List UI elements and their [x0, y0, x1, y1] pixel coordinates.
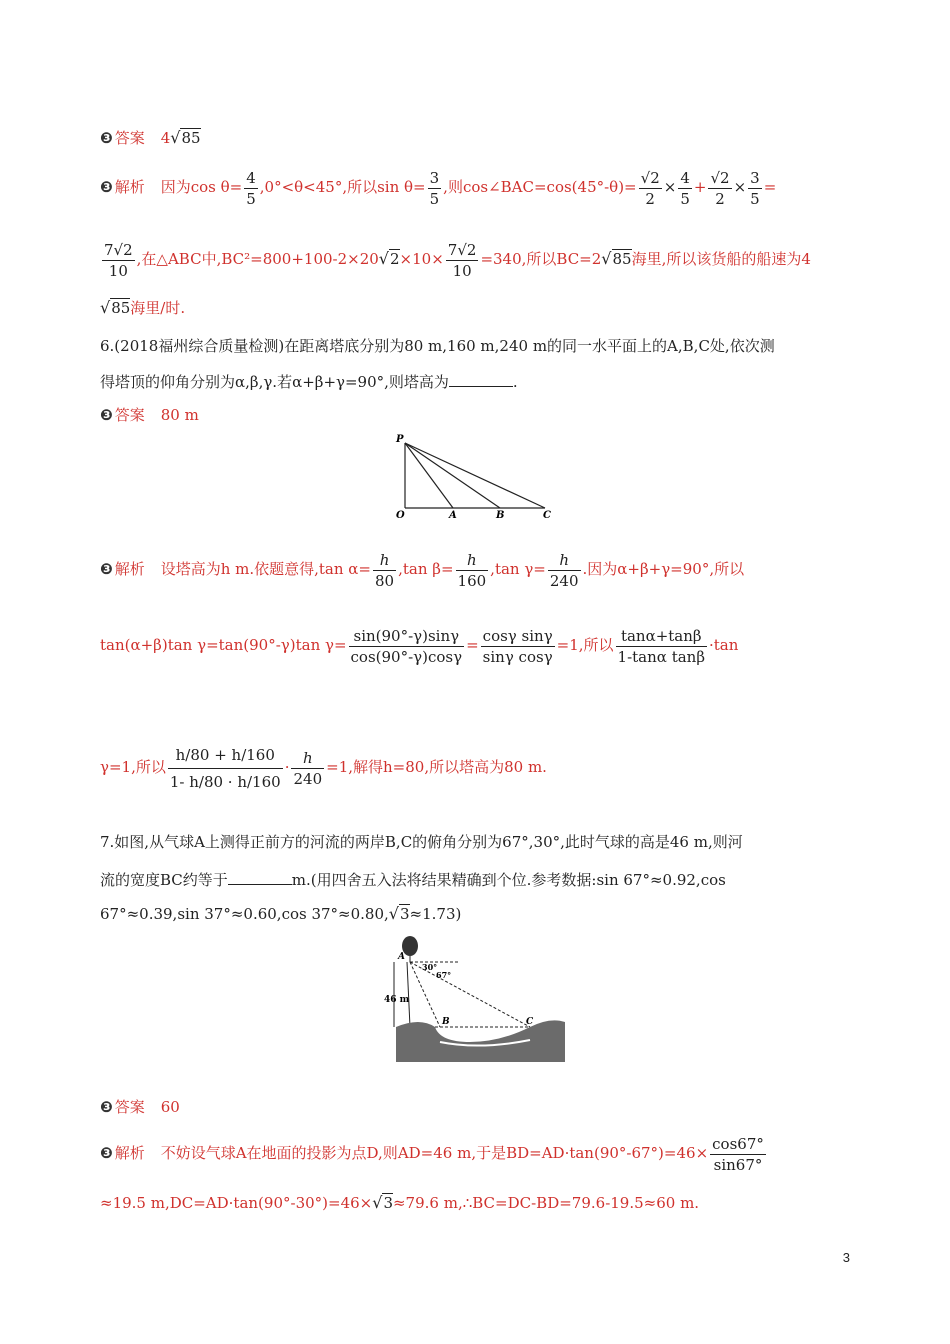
frac-7r2-10b: $\frac{7√2}{10}$ — [447, 240, 477, 280]
fig-label-C: C — [543, 510, 551, 521]
answer-label: 答案 — [114, 406, 145, 424]
q6-answer: 80 m — [160, 406, 199, 424]
fig-label-O: O — [396, 510, 405, 521]
fig-label-P: P — [396, 434, 404, 445]
q5-analysis-line1: ❸ 解析 因为cos θ= $\frac{4}{5}$ ,0°<θ<45°,所以sin θ= $\frac{3}{5}$ ,则cos∠BAC=cos(45°-θ)= $\frac{√2}{2}$ × $\frac{4}{5}$ + $\frac{√2}{2}$ × $\frac{3}{5}$ = — [100, 164, 776, 210]
frac-r2-2b: $\frac{√2}{2}$ — [710, 168, 730, 208]
q5-answer-radicand: 85 — [181, 129, 201, 147]
frac-4-5b: $\frac{4}{5}$ — [680, 168, 690, 208]
frac-h-160: $\frac{h}{160}$ — [457, 550, 487, 590]
analysis-label: 解析 — [114, 560, 145, 578]
fig-label-A: A — [449, 510, 457, 521]
page-number: 3 — [842, 1250, 850, 1265]
analysis-badge-icon: ❸ — [100, 1144, 113, 1162]
answer-badge-icon: ❸ — [100, 1098, 113, 1116]
frac-cos67-sin67: $\frac{\cos 67^\circ}{\sin 67^\circ}$ — [712, 1134, 764, 1174]
analysis-badge-icon: ❸ — [100, 178, 113, 196]
fig-label-C: C — [526, 1017, 534, 1027]
q7-answer-blank — [228, 870, 292, 885]
q7-answer: 60 — [160, 1098, 180, 1116]
q7-answer-line — [100, 1097, 180, 1117]
q6-tower-figure — [390, 430, 565, 525]
answer-badge-icon: ❸ — [100, 406, 113, 424]
q6-analysis-line1: ❸ 解析 设塔高为h m.依题意得,tan α= $\frac{h}{80}$ ,tan β= $\frac{h}{160}$ ,tan γ= $\frac{h}{240}$ .因为α+β+γ=90°,所以 — [100, 546, 744, 592]
q6-answer-blank — [449, 372, 513, 387]
q6-answer-line — [100, 405, 199, 425]
frac-tan-sum: $\frac{\tan\alpha+\tan\beta}{\text{1-tanα tanβ}}$ — [617, 626, 705, 666]
fig-height-label: 46 m — [384, 995, 410, 1005]
frac-h-240b: $\frac{h}{240}$ — [293, 748, 323, 788]
answer-badge-icon: ❸ — [100, 129, 113, 147]
fig-label-A: A — [398, 952, 405, 962]
frac-h-80: $\frac{h}{80}$ — [375, 550, 395, 590]
q6-analysis-line2: tan(α+β)tan γ=tan(90°-γ)tan γ= $\frac{\sin(90^\circ-\gamma)\sin\gamma}{\cos(90^\circ-\gamma)\cos\gamma}$ = $\frac{\text{cosγ sinγ}}{\text{sinγ cosγ}}$ =1,所以 $\frac{\tan\alpha+\tan\beta}{\text{1-tanα tanβ}}$ ·tan — [100, 626, 739, 666]
frac-h-240: $\frac{h}{240}$ — [549, 550, 579, 590]
analysis-label: 解析 — [114, 1144, 145, 1162]
frac-3-5: $\frac{3}{5}$ — [429, 168, 440, 208]
analysis-badge-icon: ❸ — [100, 560, 113, 578]
q7-analysis-line1: ❸ 解析 不妨设气球A在地面的投影为点D,则AD=46 m,于是BD=AD·tan(90°-67°)=46× $\frac{\cos 67^\circ}{\sin 67^\circ}$ — [100, 1130, 768, 1176]
frac-7r2-10: $\frac{7√2}{10}$ — [104, 240, 133, 280]
q5-answer-coef: 4 — [160, 129, 171, 147]
q5-answer-line: ❸ 答案 4√85 — [100, 128, 201, 147]
fig-angle-30: 30° — [422, 962, 438, 972]
q7-analysis-line2: ≈19.5 m,DC=AD·tan(90°-30°)=46×√3≈79.6 m,∴BC=DC-BD=79.6-19.5≈60 m. — [100, 1193, 700, 1212]
q7-stem-line3: 67°≈0.39,sin 37°≈0.60,cos 37°≈0.80,√3≈1.73) — [100, 904, 462, 923]
q6-stem-line2: 得塔顶的仰角分别为α,β,γ.若α+β+γ=90°,则塔高为 . — [100, 373, 518, 391]
q7-balloon-figure — [380, 932, 570, 1072]
q5-analysis-line3: √85海里/时. — [100, 298, 186, 317]
fig-label-B: B — [496, 510, 505, 521]
q7-stem-line2: 流的宽度BC约等于 m.(用四舍五入法将结果精确到个位.参考数据:sin 67°≈0.92,cos — [100, 871, 726, 889]
frac-r2-2: $\frac{√2}{2}$ — [640, 168, 660, 208]
fig-angle-67: 67° — [436, 970, 452, 980]
frac-sin-cos: $\frac{\sin(90^\circ-\gamma)\sin\gamma}{\cos(90^\circ-\gamma)\cos\gamma}$ — [350, 626, 463, 666]
fig-label-B: B — [442, 1017, 450, 1027]
frac-compound: $\frac{h/80 + h/160}{1- h/80 \cdot h/160}$ — [168, 742, 283, 795]
analysis-label: 解析 — [114, 178, 145, 196]
answer-label: 答案 — [114, 129, 145, 147]
q6-stem-line1: 6.(2018福州综合质量检测)在距离塔底分别为80 m,160 m,240 m的同一水平面上的A,B,C处,依次测 — [100, 337, 775, 355]
q6-analysis-line3: γ=1,所以 $\frac{h/80 + h/160}{1- h/80 \cdot h/160}$ · $\frac{h}{240}$ =1,解得h=80,所以塔高为80 m. — [100, 720, 547, 815]
frac-cos-sin: $\frac{\text{cosγ sinγ}}{\text{sinγ cosγ}}$ — [482, 626, 553, 666]
answer-label: 答案 — [114, 1098, 145, 1116]
frac-4-5: $\frac{4}{5}$ — [246, 168, 256, 208]
q5-analysis-line2: $\frac{7√2}{10}$ ,在△ABC中,BC²=800+100-2×20√2×10× $\frac{7√2}{10}$ =340,所以BC=2√85海里,所以该货船的船速为4 — [104, 240, 811, 280]
q7-stem-line1: 7.如图,从气球A上测得正前方的河流的两岸B,C的俯角分别为67°,30°,此时气球的高是46 m,则河 — [100, 833, 743, 851]
frac-3-5b: $\frac{3}{5}$ — [750, 168, 760, 208]
